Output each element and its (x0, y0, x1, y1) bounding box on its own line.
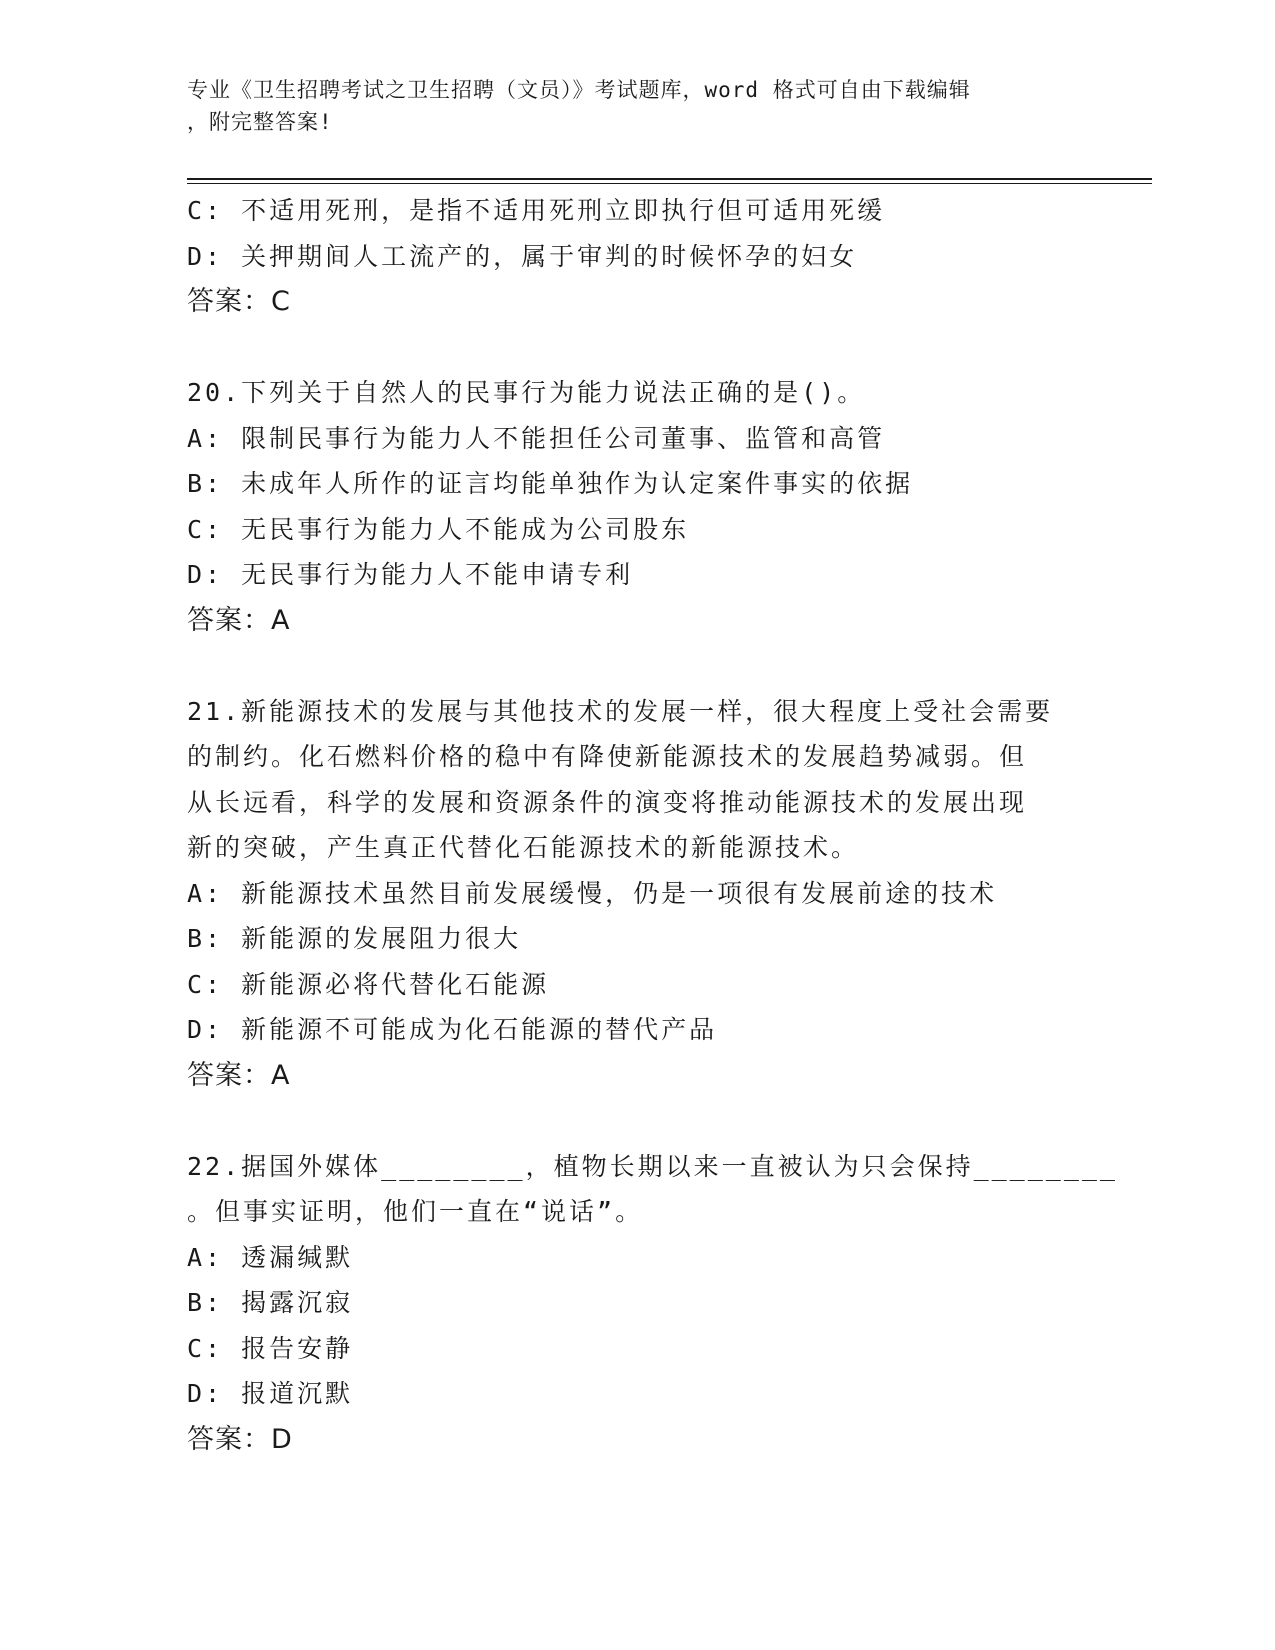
option-c: C: 新能源必将代替化石能源 (187, 969, 550, 999)
option-b: B: 新能源的发展阻力很大 (187, 924, 522, 953)
document-body (187, 188, 1118, 1462)
option-c: C: 报告安静 (187, 1333, 354, 1363)
question-stem-line: 。但事实证明，他们一直在“说话”。 (187, 1197, 644, 1226)
option-a: A: 新能源技术虽然目前发展缓慢，仍是一项很有发展前途的技术 (187, 878, 998, 908)
option-b: B: 揭露沉寂 (187, 1288, 354, 1317)
header-line-2: ，附完整答案! (187, 110, 333, 134)
spacer (187, 1098, 1087, 1144)
option-a: A: 透漏缄默 (187, 1242, 354, 1272)
answer-line: 答案：A (187, 1059, 291, 1091)
question-stem: 20.下列关于自然人的民事行为能力说法正确的是()。 (187, 378, 866, 407)
question-22 (187, 1144, 1118, 1463)
header-divider-thin (187, 183, 1152, 184)
spacer (187, 325, 1087, 371)
option-d: D: 报道沉默 (187, 1379, 354, 1408)
answer-line: 答案：A (187, 604, 291, 636)
document-header (187, 74, 1067, 138)
partial-question (187, 188, 1087, 325)
answer-line: 答案：D (187, 1423, 293, 1455)
option-d: D: 关押期间人工流产的，属于审判的时候怀孕的妇女 (187, 241, 858, 271)
spacer (187, 643, 1087, 689)
question-21 (187, 689, 1087, 1099)
header-line-1: 专业《卫生招聘考试之卫生招聘（文员）》考试题库，word 格式可自由下载编辑 (187, 78, 971, 102)
answer-line: 答案：C (187, 286, 291, 317)
option-c: C: 不适用死刑，是指不适用死刑立即执行但可适用死缓 (187, 196, 886, 225)
question-20 (187, 370, 1087, 643)
question-stem-line: 21.新能源技术的发展与其他技术的发展一样，很大程度上受社会需要 (187, 696, 1054, 726)
question-stem-line: 22.据国外媒体________，植物长期以来一直被认为只会保持________ (187, 1151, 1118, 1181)
question-stem-line: 的制约。化石燃料价格的稳中有降使新能源技术的发展趋势减弱。但 (187, 742, 1028, 771)
question-stem-line: 从长远看，科学的发展和资源条件的演变将推动能源技术的发展出现 (187, 787, 1028, 817)
question-stem-line: 新的突破，产生真正代替化石能源技术的新能源技术。 (187, 833, 860, 862)
option-d: D: 无民事行为能力人不能申请专利 (187, 560, 634, 589)
option-a: A: 限制民事行为能力人不能担任公司董事、监管和高管 (187, 423, 886, 453)
option-c: C: 无民事行为能力人不能成为公司股东 (187, 514, 690, 544)
header-divider-thick (187, 178, 1152, 180)
option-d: D: 新能源不可能成为化石能源的替代产品 (187, 1015, 718, 1044)
option-b: B: 未成年人所作的证言均能单独作为认定案件事实的依据 (187, 469, 914, 498)
